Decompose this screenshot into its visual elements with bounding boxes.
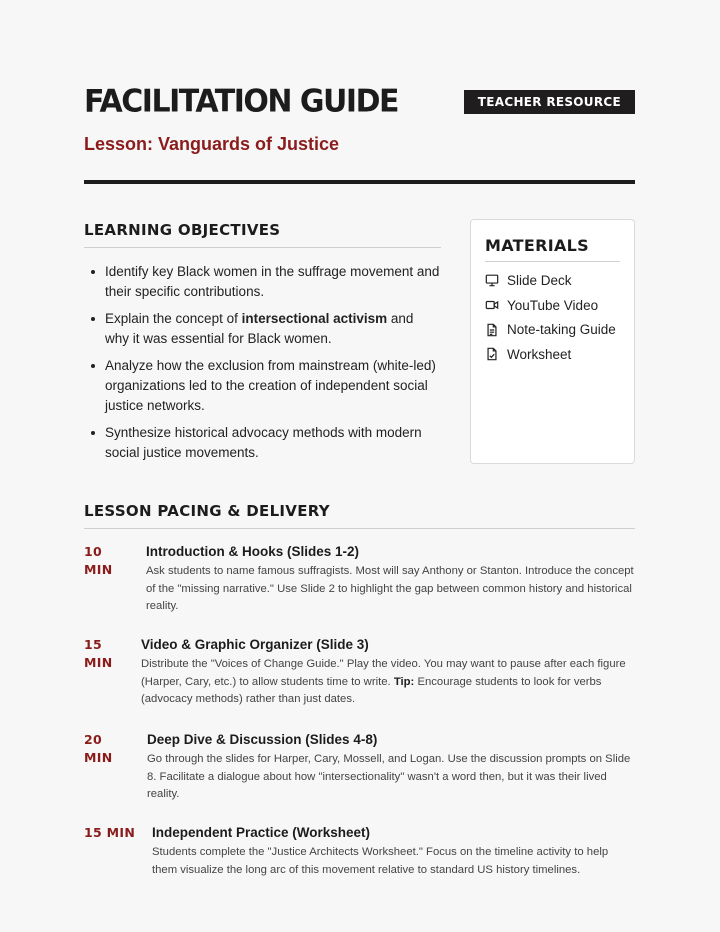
- step-duration: 15 MIN: [84, 825, 136, 840]
- lesson-subtitle: Lesson: Vanguards of Justice: [84, 134, 340, 154]
- step-duration: 10 MIN: [84, 544, 113, 577]
- step-duration: 20 MIN: [84, 732, 113, 765]
- material-youtube-video: YouTube Video: [485, 293, 620, 318]
- pacing-heading: LESSON PACING & DELIVERY: [84, 502, 635, 529]
- materials-card: [470, 219, 635, 464]
- step-title: Video & Graphic Organizer (Slide 3): [141, 637, 369, 652]
- materials-list: [485, 268, 620, 367]
- document-icon: [485, 323, 499, 337]
- page-title: FACILITATION GUIDE: [84, 83, 398, 120]
- learning-objectives-section: [84, 221, 441, 470]
- objective-item: Synthesize historical advocacy methods with modern social justice movements.: [84, 423, 441, 463]
- objective-item: Identify key Black women in the suffrage movement and their specific contributions.: [84, 262, 441, 302]
- material-slide-deck: Slide Deck: [485, 268, 620, 293]
- step-description: Ask students to name famous suffragists. Most will say Anthony or Stanton. Introduce the concept of the "missing narrative." Use Slide 2 to highlight the gap between common history and historical reality.: [146, 565, 634, 612]
- materials-heading: MATERIALS: [485, 236, 620, 262]
- material-note-taking-guide: Note-taking Guide: [485, 317, 620, 342]
- lesson-pacing-section: [84, 502, 635, 876]
- worksheet-icon: [485, 347, 499, 361]
- step-title: Independent Practice (Worksheet): [152, 825, 371, 840]
- step-title: Deep Dive & Discussion (Slides 4-8): [147, 732, 378, 747]
- step-description: Students complete the "Justice Architects Worksheet." Focus on the timeline activity to help them visualize the long arc of this movement relative to standard US history timelines.: [152, 846, 609, 876]
- teacher-resource-badge: TEACHER RESOURCE: [464, 90, 635, 114]
- objectives-heading: LEARNING OBJECTIVES: [84, 221, 441, 248]
- step-title: Introduction & Hooks (Slides 1-2): [146, 544, 360, 559]
- step-duration: 15 MIN: [84, 637, 113, 670]
- objectives-list: [84, 262, 441, 463]
- objective-item: Explain the concept of intersectional activism and why it was essential for Black women.: [84, 309, 441, 349]
- material-worksheet: Worksheet: [485, 342, 620, 367]
- monitor-icon: [485, 273, 499, 287]
- page-header: [84, 84, 635, 155]
- video-camera-icon: [485, 298, 499, 312]
- header-divider: [84, 180, 635, 184]
- step-description: Distribute the "Voices of Change Guide." Play the video. You may want to pause after each figure (Harper, Cary, etc.) to allow students time to write. Tip: Encourage students to look for verbs (advocacy methods) rather than just dates.: [141, 658, 626, 705]
- objective-item: Analyze how the exclusion from mainstream (white-led) organizations led to the creation of independent social justice networks.: [84, 356, 441, 416]
- step-description: Go through the slides for Harper, Cary, Mossell, and Logan. Use the discussion prompts on Slide 8. Facilitate a dialogue about how "intersectionality" wasn't a word then, but it was their lived reality.: [147, 753, 631, 800]
